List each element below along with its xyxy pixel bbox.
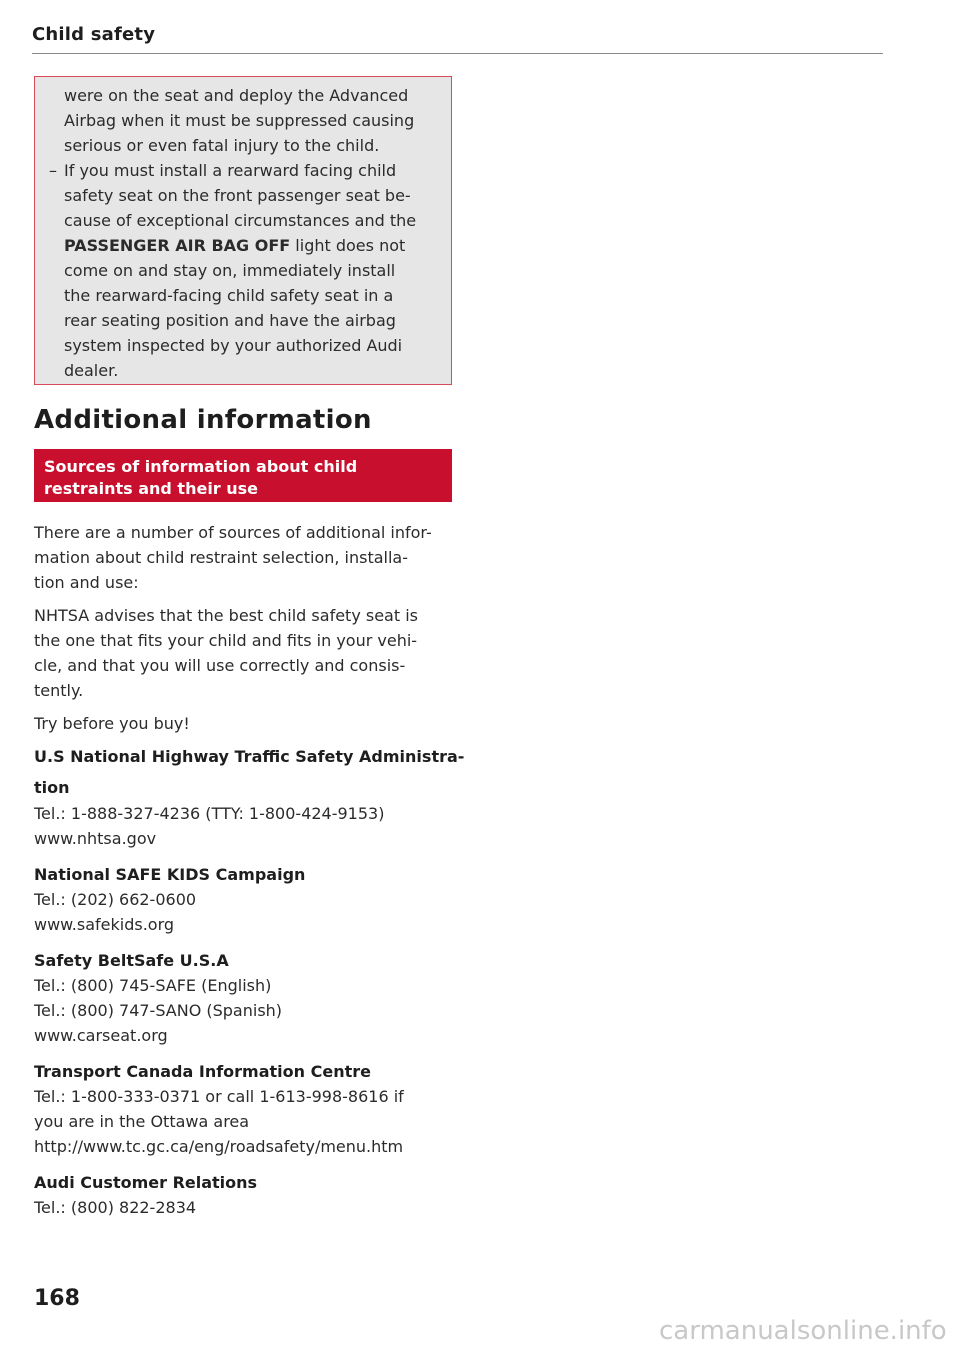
nhtsa-line: tently. bbox=[34, 681, 84, 700]
warning-line: cause of exceptional circumstances and the bbox=[64, 211, 417, 230]
contact-website[interactable]: www.safekids.org bbox=[34, 915, 175, 934]
intro-line: tion and use: bbox=[34, 573, 139, 592]
warning-line: system inspected by your authorized Audi bbox=[64, 336, 403, 355]
contact-name: tion bbox=[34, 778, 70, 797]
contact-website[interactable]: www.nhtsa.gov bbox=[34, 829, 157, 848]
contact-name: Audi Customer Relations bbox=[34, 1173, 258, 1192]
warning-line: come on and stay on, immediately install bbox=[64, 261, 396, 280]
contact-website[interactable]: www.carseat.org bbox=[34, 1026, 168, 1045]
contact-name: Safety BeltSafe U.S.A bbox=[34, 951, 229, 970]
try-line: Try before you buy! bbox=[34, 714, 190, 733]
contact-phone: Tel.: (800) 747-SANO (Spanish) bbox=[34, 1001, 283, 1020]
banner-line: Sources of information about child bbox=[44, 457, 358, 476]
warning-line: Airbag when it must be suppressed causing bbox=[64, 111, 415, 130]
watermark: carmanualsonline.info bbox=[659, 1316, 947, 1346]
contact-phone: Tel.: (800) 745-SAFE (English) bbox=[34, 976, 272, 995]
warning-line: If you must install a rearward facing child bbox=[64, 161, 397, 180]
warning-line-rest: light does not bbox=[290, 236, 406, 255]
bullet-dash: – bbox=[49, 161, 57, 180]
section-heading: Additional information bbox=[34, 405, 372, 435]
warning-line: dealer. bbox=[64, 361, 119, 380]
passenger-airbag-off-term: PASSENGER AIR BAG OFF bbox=[64, 236, 291, 255]
warning-line: serious or even fatal injury to the child. bbox=[64, 136, 380, 155]
contact-name: U.S National Highway Traffic Safety Administra- bbox=[34, 747, 465, 766]
warning-line bbox=[64, 233, 405, 258]
contact-website[interactable]: http://www.tc.gc.ca/eng/roadsafety/menu.htm bbox=[34, 1137, 404, 1156]
intro-line: There are a number of sources of additional infor- bbox=[34, 523, 432, 542]
contact-phone: Tel.: (800) 822-2834 bbox=[34, 1198, 197, 1217]
banner-line: restraints and their use bbox=[44, 479, 259, 498]
contact-phone: Tel.: (202) 662-0600 bbox=[34, 890, 197, 909]
header-rule bbox=[32, 53, 883, 54]
warning-line: were on the seat and deploy the Advanced bbox=[64, 86, 409, 105]
contact-name: Transport Canada Information Centre bbox=[34, 1062, 371, 1081]
nhtsa-line: cle, and that you will use correctly and consis- bbox=[34, 656, 406, 675]
page-number: 168 bbox=[34, 1286, 80, 1311]
contact-note: you are in the Ottawa area bbox=[34, 1112, 250, 1131]
warning-line: safety seat on the front passenger seat be- bbox=[64, 186, 411, 205]
nhtsa-line: NHTSA advises that the best child safety seat is bbox=[34, 606, 418, 625]
contact-name: National SAFE KIDS Campaign bbox=[34, 865, 306, 884]
contact-phone: Tel.: 1-800-333-0371 or call 1-613-998-8616 if bbox=[34, 1087, 404, 1106]
contact-phone: Tel.: 1-888-327-4236 (TTY: 1-800-424-9153) bbox=[34, 804, 385, 823]
page-header-title: Child safety bbox=[32, 24, 156, 45]
sources-banner bbox=[34, 449, 452, 502]
warning-line: the rearward-facing child safety seat in a bbox=[64, 286, 394, 305]
intro-line: mation about child restraint selection, installa- bbox=[34, 548, 409, 567]
warning-line: rear seating position and have the airbag bbox=[64, 311, 396, 330]
nhtsa-line: the one that fits your child and fits in your vehi- bbox=[34, 631, 418, 650]
warning-box bbox=[34, 76, 452, 385]
